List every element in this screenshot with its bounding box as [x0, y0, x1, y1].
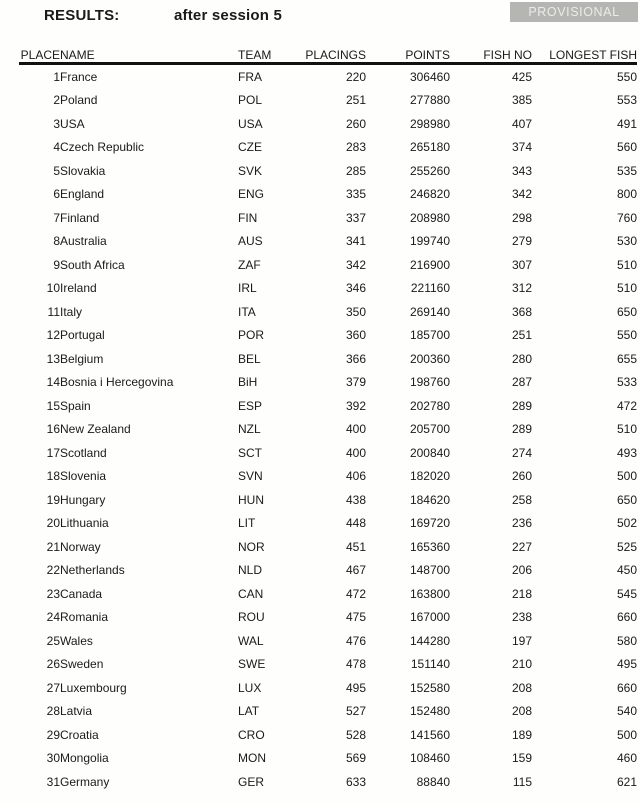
- cell-placings: 495: [345, 680, 366, 695]
- table-row: [19, 441, 637, 465]
- cell-team: LIT: [238, 516, 256, 531]
- cell-points: 151140: [410, 657, 450, 672]
- cell-name: Norway: [60, 539, 101, 554]
- cell-points: 205700: [409, 422, 450, 437]
- cell-fish-no: 289: [511, 422, 532, 437]
- cell-fish-no: 385: [511, 93, 532, 108]
- cell-longest-fish: 450: [616, 563, 637, 578]
- table-row: [19, 582, 637, 606]
- cell-name: Slovakia: [60, 163, 106, 178]
- cell-fish-no: 279: [511, 234, 532, 249]
- cell-longest-fish: 621: [616, 774, 637, 789]
- table-row: [19, 465, 637, 489]
- cell-place: 20: [46, 516, 60, 531]
- table-row: [19, 418, 637, 442]
- cell-team: ZAF: [238, 257, 261, 272]
- cell-placings: 400: [345, 445, 366, 460]
- table-row: [19, 747, 637, 771]
- cell-points: 182020: [409, 469, 450, 484]
- cell-longest-fish: 760: [616, 210, 637, 225]
- cell-placings: 472: [345, 586, 366, 601]
- cell-points: 202780: [409, 398, 450, 413]
- table-row: [19, 253, 637, 277]
- cell-fish-no: 343: [511, 163, 532, 178]
- cell-longest-fish: 493: [616, 445, 637, 460]
- cell-place: 28: [46, 704, 60, 719]
- cell-points: 198760: [409, 375, 450, 390]
- cell-team: USA: [238, 116, 263, 131]
- cell-place: 11: [47, 304, 60, 319]
- cell-team: WAL: [238, 633, 264, 648]
- cell-points: 148700: [409, 563, 450, 578]
- cell-place: 29: [46, 727, 60, 742]
- table-row: [19, 371, 637, 395]
- cell-points: 200840: [409, 445, 450, 460]
- cell-placings: 335: [345, 187, 366, 202]
- cell-points: 141560: [409, 727, 450, 742]
- cell-fish-no: 218: [511, 586, 532, 601]
- cell-placings: 633: [345, 774, 366, 789]
- column-header-name: NAME: [60, 42, 238, 64]
- cell-name: Romania: [60, 610, 109, 625]
- cell-placings: 346: [345, 281, 366, 296]
- cell-name: Ireland: [60, 281, 97, 296]
- cell-name: Sweden: [60, 657, 104, 672]
- cell-placings: 341: [345, 234, 366, 249]
- cell-fish-no: 210: [511, 657, 532, 672]
- cell-fish-no: 274: [511, 445, 532, 460]
- cell-place: 8: [53, 234, 60, 249]
- cell-place: 14: [46, 375, 60, 390]
- cell-name: Luxembourg: [60, 680, 127, 695]
- cell-fish-no: 280: [511, 351, 532, 366]
- cell-place: 9: [53, 257, 60, 272]
- cell-fish-no: 312: [511, 281, 532, 296]
- cell-longest-fish: 650: [616, 304, 637, 319]
- cell-place: 1: [53, 69, 60, 84]
- cell-name: Spain: [60, 398, 91, 413]
- cell-team: BEL: [238, 351, 261, 366]
- cell-longest-fish: 510: [616, 281, 637, 296]
- cell-place: 23: [46, 586, 60, 601]
- cell-longest-fish: 650: [616, 492, 637, 507]
- cell-placings: 251: [345, 93, 366, 108]
- cell-placings: 406: [345, 469, 366, 484]
- header-row: [19, 42, 637, 64]
- cell-fish-no: 289: [511, 398, 532, 413]
- table-row: [19, 112, 637, 136]
- cell-points: 165360: [409, 539, 450, 554]
- cell-name: Mongolia: [60, 751, 109, 766]
- table-row: [19, 700, 637, 724]
- cell-team: HUN: [238, 492, 264, 507]
- cell-place: 16: [46, 422, 60, 437]
- cell-name: USA: [60, 116, 85, 131]
- cell-place: 27: [46, 680, 60, 695]
- cell-fish-no: 227: [511, 539, 532, 554]
- cell-fish-no: 258: [511, 492, 532, 507]
- cell-team: MON: [238, 751, 266, 766]
- cell-fish-no: 251: [511, 328, 532, 343]
- cell-fish-no: 159: [511, 751, 532, 766]
- cell-placings: 350: [345, 304, 366, 319]
- cell-fish-no: 342: [511, 187, 532, 202]
- cell-name: Belgium: [60, 351, 104, 366]
- cell-place: 21: [46, 539, 60, 554]
- cell-team: ROU: [238, 610, 265, 625]
- cell-team: POR: [238, 328, 265, 343]
- cell-place: 5: [53, 163, 60, 178]
- cell-name: Italy: [60, 304, 83, 319]
- cell-longest-fish: 500: [616, 727, 637, 742]
- table-row: [19, 347, 637, 371]
- cell-points: 298980: [409, 116, 450, 131]
- cell-name: Germany: [60, 774, 110, 789]
- cell-team: IRL: [238, 281, 257, 296]
- cell-place: 7: [53, 210, 60, 225]
- provisional-badge: PROVISIONAL: [510, 2, 638, 22]
- table-row: [19, 89, 637, 113]
- cell-placings: 337: [345, 210, 366, 225]
- cell-points: 200360: [409, 351, 450, 366]
- cell-points: 306460: [409, 69, 450, 84]
- table-row: [19, 230, 637, 254]
- cell-team: AUS: [238, 234, 263, 249]
- cell-placings: 285: [345, 163, 366, 178]
- table-row: [19, 136, 637, 160]
- table-row: [19, 324, 637, 348]
- cell-name: Australia: [60, 234, 107, 249]
- cell-fish-no: 407: [511, 116, 532, 131]
- cell-team: CRO: [238, 727, 265, 742]
- cell-placings: 220: [345, 69, 366, 84]
- cell-longest-fish: 660: [616, 610, 637, 625]
- cell-placings: 451: [345, 539, 366, 554]
- cell-name: Latvia: [60, 704, 93, 719]
- cell-name: Finland: [60, 210, 100, 225]
- cell-points: 199740: [409, 234, 450, 249]
- cell-fish-no: 189: [511, 727, 532, 742]
- results-table-body: [19, 64, 637, 794]
- table-row: [19, 723, 637, 747]
- cell-place: 18: [46, 469, 60, 484]
- table-row: [19, 606, 637, 630]
- cell-fish-no: 368: [511, 304, 532, 319]
- cell-points: 255260: [409, 163, 450, 178]
- cell-longest-fish: 491: [616, 116, 637, 131]
- cell-points: 184620: [409, 492, 450, 507]
- cell-longest-fish: 540: [616, 704, 637, 719]
- cell-points: 88840: [416, 774, 450, 789]
- cell-team: POL: [238, 93, 263, 108]
- cell-team: ESP: [238, 398, 263, 413]
- cell-placings: 467: [345, 563, 366, 578]
- cell-place: 24: [46, 610, 60, 625]
- cell-place: 31: [46, 774, 60, 789]
- cell-points: 208980: [409, 210, 450, 225]
- cell-longest-fish: 535: [616, 163, 637, 178]
- cell-placings: 478: [345, 657, 366, 672]
- cell-team: FRA: [238, 69, 262, 84]
- column-header-placings: PLACINGS: [302, 42, 366, 64]
- cell-longest-fish: 500: [616, 469, 637, 484]
- cell-placings: 360: [345, 328, 366, 343]
- cell-points: 152580: [409, 680, 450, 695]
- table-row: [19, 512, 637, 536]
- table-row: [19, 535, 637, 559]
- cell-name: France: [60, 69, 98, 84]
- cell-points: 246820: [409, 187, 450, 202]
- cell-longest-fish: 660: [616, 680, 637, 695]
- cell-name: New Zealand: [60, 422, 131, 437]
- cell-team: ITA: [238, 304, 256, 319]
- column-header-fish-no: FISH NO: [450, 42, 532, 64]
- cell-fish-no: 307: [511, 257, 532, 272]
- table-row: [19, 559, 637, 583]
- table-row: [19, 629, 637, 653]
- cell-placings: 392: [345, 398, 366, 413]
- cell-fish-no: 208: [511, 704, 532, 719]
- cell-longest-fish: 530: [616, 234, 637, 249]
- cell-longest-fish: 545: [616, 586, 637, 601]
- table-row: [19, 159, 637, 183]
- cell-place: 15: [46, 398, 60, 413]
- cell-name: Poland: [60, 93, 98, 108]
- cell-name: Portugal: [60, 328, 105, 343]
- cell-placings: 475: [345, 610, 366, 625]
- table-row: [19, 277, 637, 301]
- cell-longest-fish: 560: [616, 140, 637, 155]
- cell-longest-fish: 550: [616, 69, 637, 84]
- cell-place: 10: [46, 281, 60, 296]
- cell-name: Bosnia i Hercegovina: [60, 375, 174, 390]
- cell-team: LUX: [238, 680, 262, 695]
- cell-place: 2: [53, 93, 60, 108]
- cell-longest-fish: 655: [616, 351, 637, 366]
- cell-place: 6: [53, 187, 60, 202]
- cell-team: CZE: [238, 140, 262, 155]
- cell-team: CAN: [238, 586, 264, 601]
- cell-points: 265180: [409, 140, 450, 155]
- cell-place: 22: [46, 563, 60, 578]
- cell-points: 169720: [409, 516, 450, 531]
- cell-fish-no: 298: [511, 210, 532, 225]
- column-header-place: PLACE: [19, 42, 60, 64]
- table-row: [19, 183, 637, 207]
- results-table-head: [19, 42, 637, 64]
- table-row: [19, 488, 637, 512]
- cell-fish-no: 238: [511, 610, 532, 625]
- table-row: [19, 394, 637, 418]
- cell-fish-no: 374: [511, 140, 532, 155]
- results-label: RESULTS:: [44, 7, 120, 24]
- cell-points: 108460: [409, 751, 450, 766]
- cell-team: BiH: [238, 375, 258, 390]
- cell-name: Scotland: [60, 445, 107, 460]
- cell-team: SWE: [238, 657, 266, 672]
- column-header-points: POINTS: [366, 42, 450, 64]
- session-label: after session 5: [174, 7, 283, 24]
- cell-place: 4: [53, 140, 60, 155]
- cell-place: 13: [46, 351, 60, 366]
- cell-team: SVN: [238, 469, 263, 484]
- cell-longest-fish: 580: [616, 633, 637, 648]
- cell-team: SVK: [238, 163, 263, 178]
- results-table: [19, 42, 637, 794]
- cell-longest-fish: 553: [616, 93, 637, 108]
- cell-name: Lithuania: [60, 516, 109, 531]
- cell-name: Wales: [60, 633, 93, 648]
- table-row: [19, 206, 637, 230]
- cell-points: 185700: [409, 328, 450, 343]
- cell-longest-fish: 533: [616, 375, 637, 390]
- cell-placings: 283: [345, 140, 366, 155]
- cell-fish-no: 197: [511, 633, 532, 648]
- column-header-team: TEAM: [238, 42, 302, 64]
- cell-longest-fish: 800: [616, 187, 637, 202]
- cell-points: 152480: [409, 704, 450, 719]
- cell-team: ENG: [238, 187, 265, 202]
- table-row: [19, 770, 637, 794]
- cell-placings: 438: [345, 492, 366, 507]
- cell-place: 26: [46, 657, 60, 672]
- cell-team: GER: [238, 774, 265, 789]
- cell-name: Hungary: [60, 492, 106, 507]
- cell-place: 12: [46, 328, 60, 343]
- column-header-longest-fish: LONGEST FISH: [532, 42, 637, 64]
- cell-place: 3: [53, 116, 60, 131]
- title-bar: [0, 0, 640, 42]
- cell-points: 221160: [410, 281, 450, 296]
- cell-team: NZL: [238, 422, 261, 437]
- cell-name: Croatia: [60, 727, 99, 742]
- cell-fish-no: 115: [512, 774, 532, 789]
- cell-longest-fish: 525: [616, 539, 637, 554]
- cell-placings: 528: [345, 727, 366, 742]
- cell-longest-fish: 502: [616, 516, 637, 531]
- cell-name: Slovenia: [60, 469, 107, 484]
- cell-fish-no: 208: [511, 680, 532, 695]
- cell-longest-fish: 550: [616, 328, 637, 343]
- cell-longest-fish: 510: [616, 422, 637, 437]
- cell-fish-no: 236: [511, 516, 532, 531]
- cell-placings: 366: [345, 351, 366, 366]
- cell-placings: 342: [345, 257, 366, 272]
- cell-points: 216900: [409, 257, 450, 272]
- cell-placings: 260: [345, 116, 366, 131]
- cell-name: Canada: [60, 586, 103, 601]
- cell-team: NOR: [238, 539, 265, 554]
- cell-points: 163800: [409, 586, 450, 601]
- table-row: [19, 64, 637, 89]
- cell-points: 144280: [409, 633, 450, 648]
- cell-name: Netherlands: [60, 563, 125, 578]
- cell-longest-fish: 510: [616, 257, 637, 272]
- cell-fish-no: 425: [511, 69, 532, 84]
- cell-placings: 448: [345, 516, 366, 531]
- cell-placings: 379: [345, 375, 366, 390]
- cell-placings: 476: [345, 633, 366, 648]
- cell-placings: 527: [345, 704, 366, 719]
- cell-points: 269140: [409, 304, 450, 319]
- cell-place: 30: [46, 751, 60, 766]
- cell-points: 277880: [409, 93, 450, 108]
- table-row: [19, 676, 637, 700]
- cell-team: FIN: [238, 210, 258, 225]
- cell-team: NLD: [238, 563, 263, 578]
- cell-fish-no: 260: [511, 469, 532, 484]
- cell-name: South Africa: [60, 257, 125, 272]
- cell-fish-no: 287: [511, 375, 532, 390]
- cell-place: 17: [46, 445, 60, 460]
- cell-name: England: [60, 187, 105, 202]
- cell-name: Czech Republic: [60, 140, 145, 155]
- cell-team: LAT: [238, 704, 260, 719]
- cell-points: 167000: [409, 610, 450, 625]
- cell-longest-fish: 460: [616, 751, 637, 766]
- cell-longest-fish: 495: [616, 657, 637, 672]
- cell-team: SCT: [238, 445, 262, 460]
- cell-placings: 400: [345, 422, 366, 437]
- table-row: [19, 300, 637, 324]
- cell-place: 25: [46, 633, 60, 648]
- table-row: [19, 653, 637, 677]
- cell-longest-fish: 472: [616, 398, 637, 413]
- cell-placings: 569: [345, 751, 366, 766]
- cell-place: 19: [46, 492, 60, 507]
- cell-fish-no: 206: [511, 563, 532, 578]
